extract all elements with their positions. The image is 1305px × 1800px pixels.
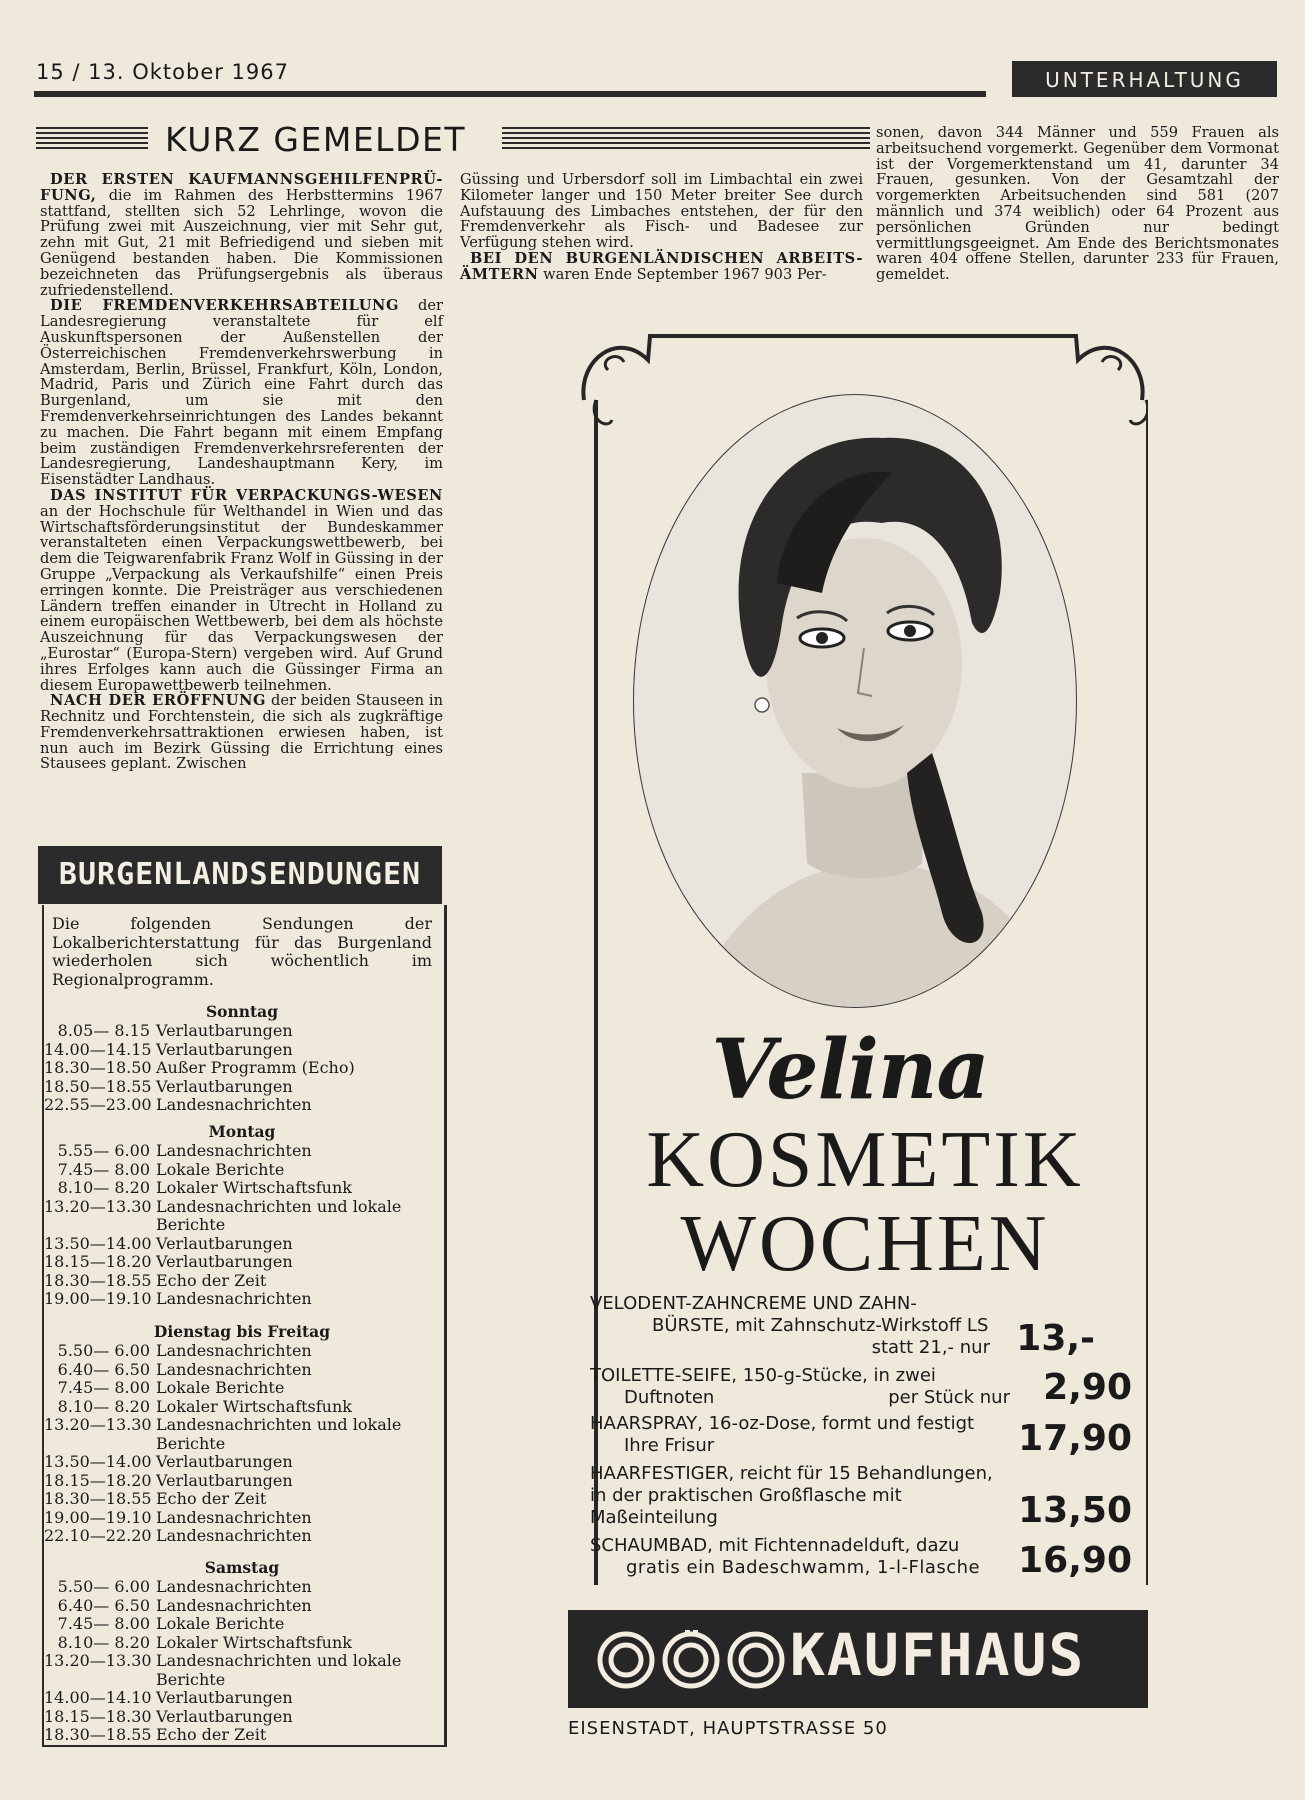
program-time: 13.50—14.00: [44, 1452, 152, 1471]
program-row: [44, 1059, 355, 1078]
program-row: [44, 1216, 225, 1235]
program-row: [44, 1078, 293, 1097]
news-lead: BEI DEN BURGENLÄNDISCHEN ARBEITS-ÄMTERN: [460, 249, 863, 283]
program-name: Landesnachrichten: [156, 1341, 312, 1360]
program-day-heading: Samstag: [204, 1558, 280, 1577]
program-name: Lokaler Wirtschaftsfunk: [156, 1178, 352, 1197]
program-time: 7.45— 8.00: [57, 1159, 150, 1179]
offer-2: [590, 1365, 1010, 1409]
program-row: [44, 1096, 312, 1115]
program-name: Landesnachrichten und lokale: [156, 1196, 402, 1216]
model-portrait-image: [632, 393, 1078, 1009]
program-row: [44, 1161, 284, 1180]
offer-2-line-1: TOILETTE-SEIFE, 150-g-Stücke, in zwei: [590, 1365, 936, 1386]
program-time: 18.50—18.55: [44, 1076, 152, 1096]
program-day-heading: Sonntag: [205, 1002, 279, 1021]
program-time: 8.10— 8.20: [57, 1632, 150, 1652]
program-time: 13.50—14.00: [44, 1233, 152, 1253]
offer-3-line-2: Ihre Frisur: [624, 1435, 715, 1456]
program-time: 18.30—18.50: [44, 1058, 152, 1077]
program-time: 8.10— 8.20: [57, 1396, 150, 1416]
program-day-heading: Dienstag bis Freitag: [153, 1322, 331, 1341]
news-paragraph: [460, 172, 863, 251]
offer-1-price: 13,-: [1016, 1318, 1095, 1359]
brand-logo: Velina: [711, 1022, 989, 1118]
program-row: [44, 1342, 312, 1361]
program-time: 22.55—23.00: [44, 1095, 152, 1114]
program-row: [44, 1416, 401, 1435]
program-row: [44, 1527, 312, 1546]
program-time: 5.50— 6.00: [57, 1341, 150, 1360]
program-name: Landesnachrichten und lokale: [156, 1651, 402, 1670]
program-row: [44, 1398, 352, 1417]
program-name: Verlautbarungen: [156, 1252, 293, 1271]
program-time: 7.45— 8.00: [57, 1378, 150, 1397]
offer-4-line-1: HAARFESTIGER, reicht für 15 Behandlungen,: [590, 1463, 993, 1484]
ad-headline-1: KOSMETIK: [646, 1116, 1084, 1204]
news-text: die im Rahmen des Herbsttermins 1967 stattfand, stellten sich 52 Lehrlinge, wovon die Prüfung zwei mit Auszeichnung, vier mit Sehr gut, zehn mit Gut, 21 mit Befriedigend und sieben mit Genügend bestanden haben. Die Kommissionen bezeichneten das Prüfungsergebnis als überaus zufriedenstellend.: [40, 186, 443, 299]
news-paragraph: [40, 172, 443, 298]
program-name: Landesnachrichten: [156, 1359, 312, 1379]
program-row: [44, 1472, 293, 1491]
offer-1-line-2: BÜRSTE, mit Zahnschutz-Wirkstoff LS: [652, 1315, 989, 1336]
program-time: 8.10— 8.20: [57, 1178, 150, 1197]
program-name: Echo der Zeit: [156, 1725, 267, 1744]
program-row: [44, 1022, 293, 1041]
program-time: 18.30—18.55: [44, 1489, 152, 1508]
program-time: 18.30—18.55: [44, 1725, 152, 1744]
offer-5-line-2: gratis ein Badeschwamm, 1-l-Flasche: [626, 1557, 981, 1578]
title-rule-left: [36, 127, 148, 152]
program-name: Verlautbarungen: [156, 1470, 293, 1490]
news-text: Güssing und Urbersdorf soll im Limbachtal ein zwei Kilometer langer und 150 Meter breiter See durch Aufstauung des Limbaches entstehen, der für den Fremdenverkehr als Fisch- und Badesee zur Verfügung stehen wird.: [460, 171, 863, 252]
program-time: 14.00—14.15: [44, 1039, 152, 1059]
program-name: Lokaler Wirtschaftsfunk: [156, 1632, 352, 1652]
section-label: UNTERHALTUNG: [1012, 61, 1277, 97]
program-name: Berichte: [156, 1433, 226, 1453]
offer-2-price: 2,90: [1043, 1367, 1132, 1408]
offer-1: [590, 1293, 990, 1359]
program-time: 13.20—13.30: [44, 1196, 152, 1216]
offer-2-line-2: [590, 1387, 1010, 1409]
news-lead: DAS INSTITUT FÜR VERPACKUNGS-WESEN: [50, 486, 443, 504]
program-row: [44, 1198, 401, 1217]
page-date: 15 / 13. Oktober 1967: [36, 60, 289, 84]
news-paragraph: [876, 125, 1279, 283]
offer-2-line-2b: per Stück nur: [888, 1387, 1010, 1408]
program-title: BURGENLANDSENDUNGEN: [38, 846, 442, 904]
store-name: KAUFHAUS: [790, 1621, 1086, 1689]
news-paragraph: [40, 693, 443, 772]
program-time: 22.10—22.20: [44, 1526, 152, 1545]
program-row: [44, 1290, 312, 1309]
news-text: an der Hochschule für Welthandel in Wien und das Wirtschaftsförderungsinstitut der Bundeskammer veranstalteten einen Verpackungswettbewerb, bei dem die Teigwarenfabrik Franz Wolf in Güssing in der Gruppe „Verpackung als Verkaufshilfe“ einen Preis erringen konnte. Die Preisträger aus verschiedenen Ländern treffen einander in Utrecht in Holland zu einem europäischen Wettbewerb, bei dem als höchste Auszeichnung für das Verpackungswesen der „Eurostar“ (Europa-Stern) vergeben wird. Auf Grund ihres Erfolges kann auch die Güssinger Firma an diesem Europawettbewerb teilnehmen.: [40, 502, 443, 694]
section-title: KURZ GEMELDET: [165, 120, 466, 159]
program-time: 7.45— 8.00: [57, 1614, 150, 1633]
program-name: Landesnachrichten: [156, 1141, 312, 1160]
news-column-3: [876, 125, 1279, 283]
program-row: [44, 1041, 293, 1060]
program-name: Verlautbarungen: [156, 1452, 293, 1471]
program-time: 18.30—18.55: [44, 1270, 152, 1290]
program-row: [44, 1490, 266, 1509]
news-text: sonen, davon 344 Männer und 559 Frauen als arbeitsuchend vorgemerkt. Gegenüber dem Vormonat ist der Vorgemerktenstand um 41, darunter 34 Frauen, gesunken. Von der Gesamtzahl der vorgemerkten Arbeitsuchenden sind 581 (207 männlich und 374 weiblich) oder 64 Prozent aus persönlichen Gründen nur bedingt vermittlungsgeeignet. Am Ende des Berichtsmonates waren 404 offene Stellen, darunter 233 für Frauen, gemeldet.: [876, 124, 1279, 284]
news-lead: DIE FREMDENVERKEHRSABTEILUNG: [50, 297, 400, 315]
program-intro: Die folgenden Sendungen der Lokalberichterstattung für das Burgenland wiederholen sich wöchentlich im Regionalprogramm.: [52, 914, 432, 989]
title-rule-right: [502, 127, 870, 152]
program-time: 13.20—13.30: [44, 1651, 152, 1670]
offer-1-line-1: VELODENT-ZAHNCREME UND ZAHN-: [590, 1293, 917, 1314]
program-time: 5.55— 6.00: [57, 1141, 150, 1160]
program-name: Berichte: [156, 1669, 226, 1689]
program-name: Lokale Berichte: [156, 1159, 285, 1179]
offer-3-line-1: HAARSPRAY, 16-oz-Dose, formt und festigt: [590, 1413, 975, 1434]
program-row: [44, 1509, 312, 1528]
offer-4-price: 13,50: [1018, 1490, 1132, 1531]
program-name: Lokaler Wirtschaftsfunk: [156, 1396, 352, 1416]
program-name: Landesnachrichten: [156, 1526, 312, 1545]
offer-3: [590, 1413, 1020, 1457]
news-column-1: [40, 172, 443, 772]
store-address: EISENSTADT, HAUPTSTRASSE 50: [568, 1718, 888, 1739]
program-row: [44, 1615, 284, 1634]
program-name: Landesnachrichten: [156, 1595, 312, 1615]
program-name: Verlautbarungen: [156, 1039, 293, 1059]
program-row: [44, 1708, 293, 1727]
program-time: 5.50— 6.00: [57, 1577, 150, 1596]
ad-headline-2: WOCHEN: [680, 1200, 1050, 1288]
offer-5: [590, 1535, 1010, 1579]
program-time: 14.00—14.10: [44, 1688, 152, 1707]
offer-4-line-2: in der praktischen Großflasche mit: [590, 1485, 902, 1506]
program-time: 19.00—19.10: [44, 1289, 152, 1308]
program-time: 6.40— 6.50: [57, 1359, 150, 1379]
program-row: [44, 1597, 312, 1616]
program-row: [44, 1272, 266, 1291]
program-time: 18.15—18.30: [44, 1706, 152, 1726]
goc-logo-icon: [596, 1630, 786, 1690]
news-paragraph: [40, 488, 443, 693]
offer-5-price: 16,90: [1018, 1540, 1132, 1581]
program-name: Landesnachrichten: [156, 1289, 312, 1308]
news-text: waren Ende September 1967 903 Per-: [538, 265, 827, 283]
offer-4: [590, 1463, 1020, 1529]
program-day-heading: Montag: [208, 1122, 276, 1141]
program-row: [44, 1379, 284, 1398]
program-row: [44, 1671, 225, 1690]
offer-5-line-1: SCHAUMBAD, mit Fichtennadelduft, dazu: [590, 1535, 960, 1556]
program-name: Verlautbarungen: [156, 1233, 293, 1253]
program-row: [44, 1652, 401, 1671]
program-name: Echo der Zeit: [156, 1270, 267, 1290]
news-text: der beiden Stauseen in Rechnitz und Forchtenstein, die sich als zugkräftige Fremdenverkehrsattraktionen erwiesen haben, ist nun auch im Bezirk Güssing die Errichtung eines Stausees geplant. Zwischen: [40, 692, 443, 773]
program-name: Landesnachrichten und lokale: [156, 1415, 402, 1434]
offer-4-line-3: Maßeinteilung: [590, 1507, 718, 1528]
offer-1-line-3: statt 21,- nur: [871, 1337, 990, 1358]
program-name: Echo der Zeit: [156, 1489, 267, 1508]
news-column-2: [460, 172, 863, 283]
program-row: [44, 1726, 266, 1745]
program-name: Berichte: [156, 1215, 226, 1234]
program-name: Lokale Berichte: [156, 1378, 285, 1397]
offer-3-price: 17,90: [1018, 1418, 1132, 1459]
program-row: [44, 1578, 312, 1597]
program-time: 19.00—19.10: [44, 1507, 152, 1527]
program-name: Verlautbarungen: [156, 1076, 293, 1096]
news-lead: DER ERSTEN KAUFMANNSGEHILFENPRÜ-FUNG,: [40, 171, 443, 204]
program-name: Verlautbarungen: [156, 1021, 293, 1040]
header-rule: [34, 91, 986, 97]
program-time: 6.40— 6.50: [57, 1595, 150, 1615]
offer-2-line-2a: Duftnoten: [624, 1387, 715, 1408]
program-row: [44, 1142, 312, 1161]
program-row: [44, 1235, 293, 1254]
program-row: [44, 1453, 293, 1472]
program-name: Landesnachrichten: [156, 1507, 312, 1527]
program-name: Verlautbarungen: [156, 1688, 293, 1707]
news-paragraph: [460, 251, 863, 283]
news-lead: NACH DER ERÖFFNUNG: [50, 692, 267, 710]
program-row: [44, 1435, 225, 1454]
program-row: [44, 1634, 352, 1653]
program-time: 18.15—18.20: [44, 1470, 152, 1490]
news-text: der Landesregierung veranstaltete für elf Auskunftspersonen der Außenstellen der Österreichischen Fremdenverkehrswerbung in Amsterdam, Berlin, Brüssel, Frankfurt, Köln, London, Madrid, Paris und Zürich eine Fahrt durch das Burgenland, um sie mit den Fremdenverkehrseinrichtungen des Landes bekannt zu machen. Die Fahrt begann mit einem Empfang beim zuständigen Fremdenverkehrsreferenten der Landesregierung, Landeshauptmann Kery, im Eisenstädter Landhaus.: [40, 297, 444, 489]
program-name: Landesnachrichten: [156, 1095, 312, 1114]
program-row: [44, 1361, 312, 1380]
program-name: Verlautbarungen: [156, 1706, 293, 1726]
program-name: Lokale Berichte: [156, 1614, 285, 1633]
program-row: [44, 1179, 352, 1198]
program-name: Landesnachrichten: [156, 1577, 312, 1596]
program-time: 13.20—13.30: [44, 1415, 152, 1434]
news-paragraph: [40, 298, 443, 488]
program-time: 8.05— 8.15: [57, 1021, 150, 1040]
program-row: [44, 1689, 293, 1708]
program-name: Außer Programm (Echo): [156, 1058, 355, 1077]
program-time: 18.15—18.20: [44, 1252, 152, 1271]
program-row: [44, 1253, 293, 1272]
